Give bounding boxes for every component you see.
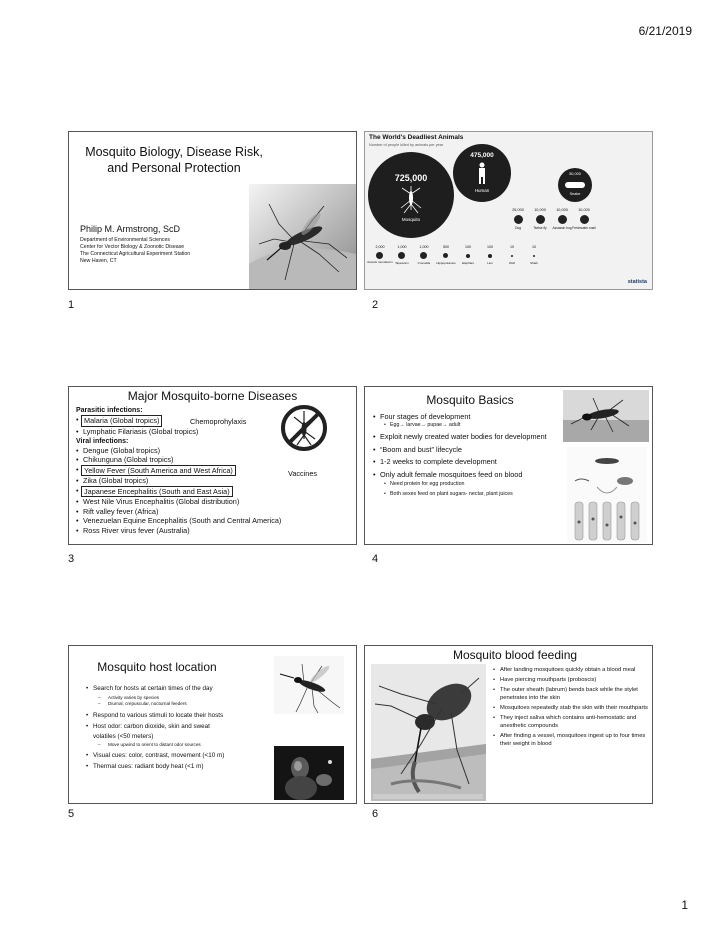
list-item bbox=[76, 465, 281, 477]
lion-value: 100 bbox=[487, 245, 493, 249]
snail-icon bbox=[580, 215, 589, 224]
list-item: • Only adult female mosquitoes feed on blood bbox=[373, 470, 568, 480]
slide-4-number: 4 bbox=[372, 553, 379, 565]
list-item: • After landing mosquitoes quickly obtain a blood meal bbox=[493, 666, 649, 674]
slide-2-number: 2 bbox=[372, 299, 379, 311]
elephant-value: 100 bbox=[465, 245, 471, 249]
tsetse-value: 10,000 bbox=[534, 208, 546, 212]
snake-icon bbox=[565, 182, 585, 188]
chemoprophylaxis-label: Chemoprohylaxis bbox=[190, 417, 247, 426]
viral-header: Viral infections: bbox=[76, 437, 129, 445]
elephant-label: Elephant bbox=[462, 261, 474, 265]
list-item: • Dengue (Global tropics) bbox=[76, 446, 281, 456]
list-item: • Both sexes feed on plant sugars- nectar, plant juices bbox=[373, 491, 568, 499]
slide-5 bbox=[68, 645, 357, 804]
list-item: • West Nile Virus Encephalitis (Global distribution) bbox=[76, 497, 281, 507]
wolf-icon bbox=[511, 255, 513, 257]
list-item: – Diurnal, crepuscular, nocturnal feeders bbox=[86, 701, 276, 708]
roundworm-value: 2,000 bbox=[375, 245, 385, 249]
slide-1-number: 1 bbox=[68, 299, 75, 311]
disease-list bbox=[76, 406, 281, 535]
author-name: Philip M. Armstrong, ScD bbox=[80, 224, 181, 234]
mosquito-label: Mosquito bbox=[401, 217, 421, 222]
slide-2 bbox=[364, 131, 653, 290]
list-item: • Chikunguna (Global tropics) bbox=[76, 455, 281, 465]
mosquito-on-skin-photo bbox=[563, 390, 649, 442]
hippo-label: Hippopotamus bbox=[436, 261, 456, 265]
snail-label: Freshwater snail bbox=[572, 226, 596, 230]
thermal-image-photo bbox=[274, 746, 344, 800]
list-item: – Activity varies by species bbox=[86, 695, 276, 702]
shark-label: Shark bbox=[530, 261, 538, 265]
tsetse-label: Tsetse fly bbox=[533, 226, 547, 230]
list-item: • After finding a vessel, mosquitoes ingest up to four times their weight in blood bbox=[493, 732, 649, 748]
slide-3 bbox=[68, 386, 357, 545]
malaria-item: Malaria (Global tropics) bbox=[81, 415, 162, 427]
list-item: • They inject saliva which contains anti-hemostatic and anesthetic compounds bbox=[493, 714, 649, 730]
assassin-bug-icon bbox=[558, 215, 567, 224]
list-item: • Host odor: carbon dioxide, skin and sweat volatiles (<50 meters) bbox=[86, 722, 233, 741]
list-item: • Mosquitoes repeatedly stab the skin with their mouthparts bbox=[493, 704, 649, 712]
list-item: • Rift valley fever (Africa) bbox=[76, 507, 281, 517]
tapeworm-icon bbox=[398, 252, 405, 259]
statista-logo: statista bbox=[627, 279, 647, 285]
human-label: Human bbox=[474, 188, 490, 193]
slide-6 bbox=[364, 645, 653, 804]
mosquito-photo bbox=[249, 184, 356, 289]
basics-list bbox=[373, 412, 568, 498]
infographic-title: The World's Deadliest Animals bbox=[369, 134, 464, 141]
list-item bbox=[76, 486, 281, 498]
list-item: • Thermal cues: radiant body heat (<1 m) bbox=[86, 762, 276, 772]
wolf-value: 10 bbox=[510, 245, 514, 249]
list-item: • Respond to various stimuli to locate their hosts bbox=[86, 711, 276, 721]
list-item: • Visual cues: color, contrast, movement (<10 m) bbox=[86, 751, 276, 761]
date-header: 6/21/2019 bbox=[638, 24, 692, 38]
hippo-icon bbox=[443, 253, 448, 258]
slide-3-number: 3 bbox=[68, 553, 75, 565]
human-icon bbox=[475, 162, 489, 184]
vaccines-label: Vaccines bbox=[288, 469, 318, 478]
list-item: • 1-2 weeks to complete development bbox=[373, 457, 568, 467]
tapeworm-label: Tapeworm bbox=[395, 261, 409, 265]
list-item: • Ross River virus fever (Australia) bbox=[76, 526, 281, 536]
dog-icon bbox=[514, 215, 523, 224]
roundworm-label: Ascaris roundworm bbox=[367, 260, 393, 264]
infographic-subtitle: Number of people killed by animals per year bbox=[369, 143, 444, 147]
list-item: • “Boom and bust” lifecycle bbox=[373, 445, 568, 455]
blood-feeding-illustration bbox=[371, 664, 486, 801]
slide-6-title: Mosquito blood feeding bbox=[452, 648, 578, 662]
slide-4 bbox=[364, 386, 653, 545]
no-mosquito-icon bbox=[279, 403, 329, 453]
assassin-value: 10,000 bbox=[556, 208, 568, 212]
parasitic-header: Parasitic infections: bbox=[76, 407, 143, 414]
list-item: • Need protein for egg production bbox=[373, 481, 568, 489]
list-item bbox=[76, 415, 281, 427]
japanese-encephalitis-item: Japanese Encephalitis (South and East Asia) bbox=[81, 486, 233, 498]
slide-5-number: 5 bbox=[68, 808, 75, 820]
shark-icon bbox=[533, 255, 535, 257]
list-item: • The outer sheath (labrum) bends back while the stylet penetrates into the skin bbox=[493, 686, 649, 702]
life-cycle-diagram bbox=[567, 447, 647, 542]
human-value: 475,000 bbox=[470, 152, 494, 159]
minor-animals-row bbox=[367, 245, 649, 275]
slide-1 bbox=[68, 131, 357, 290]
affiliation: Department of Environmental Sciences Center for Vector Biology & Zoonotic Disease The Connecticut Agricultural Experiment Station New Haven, CT bbox=[80, 237, 191, 264]
crocodile-label: Crocodile bbox=[417, 261, 431, 265]
shark-value: 10 bbox=[532, 245, 536, 249]
yellow-fever-item: Yellow Fever (South America and West Africa) bbox=[81, 465, 236, 477]
lion-icon bbox=[488, 254, 492, 258]
list-item: – Move upwind to orient to distant odor sources bbox=[86, 742, 276, 749]
mosquito-icon bbox=[398, 184, 424, 214]
slide-5-title: Mosquito host location bbox=[97, 660, 217, 674]
dog-value: 25,000 bbox=[512, 208, 524, 212]
list-item: • Lymphatic Filariasis (Global tropics) bbox=[76, 427, 281, 437]
assassin-label: Assassin bug bbox=[552, 226, 572, 230]
dog-label: Dog bbox=[515, 226, 521, 230]
list-item: • Egg→ larvae→ pupae→ adult bbox=[373, 422, 568, 430]
roundworm-icon bbox=[376, 252, 383, 259]
list-item: • Four stages of development bbox=[373, 412, 568, 422]
flying-mosquito-photo bbox=[274, 656, 344, 714]
mosquito-value: 725,000 bbox=[394, 173, 428, 183]
snake-value: 50,000 bbox=[569, 172, 581, 176]
lion-label: Lion bbox=[487, 261, 493, 265]
tsetse-fly-icon bbox=[536, 215, 545, 224]
tapeworm-value: 1,000 bbox=[397, 245, 407, 249]
list-item: • Have piercing mouthparts (proboscis) bbox=[493, 676, 649, 684]
list-item: • Venezuelan Equine Encephalitis (South and Central America) bbox=[76, 516, 281, 526]
list-item: • Zika (Global tropics) bbox=[76, 476, 281, 486]
snail-value: 10,000 bbox=[578, 208, 590, 212]
blood-feeding-list bbox=[493, 666, 649, 748]
snake-label: Snake bbox=[569, 192, 581, 196]
slide-3-title: Major Mosquito-borne Diseases bbox=[127, 389, 298, 403]
slide-1-title: Mosquito Biology, Disease Risk, and Personal Protection bbox=[85, 145, 263, 175]
slide-4-title: Mosquito Basics bbox=[426, 393, 514, 407]
hippo-value: 500 bbox=[443, 245, 449, 249]
crocodile-icon bbox=[420, 252, 427, 259]
deadliest-animals-infographic bbox=[365, 132, 652, 289]
page-number: 1 bbox=[681, 898, 688, 912]
wolf-label: Wolf bbox=[509, 261, 515, 265]
elephant-icon bbox=[466, 254, 470, 258]
host-location-list bbox=[86, 684, 276, 772]
list-item: • Search for hosts at certain times of the day bbox=[86, 684, 276, 694]
slide-6-number: 6 bbox=[372, 808, 379, 820]
crocodile-value: 1,000 bbox=[419, 245, 429, 249]
list-item: • Exploit newly created water bodies for development bbox=[373, 432, 568, 442]
